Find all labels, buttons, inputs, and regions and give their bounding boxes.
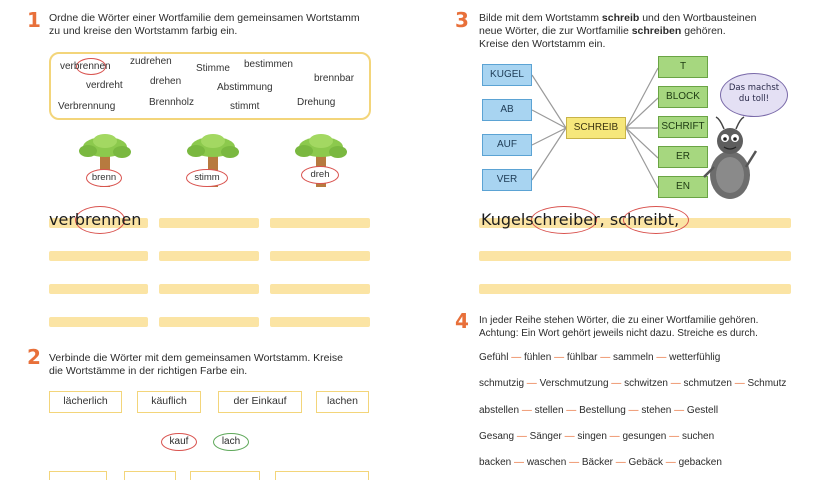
row-word[interactable]: stehen: [641, 405, 672, 416]
block-t: T: [658, 56, 708, 78]
stem-oval-lach[interactable]: lach: [213, 433, 249, 451]
task3-example-answer: Kugelschreiber, schreibt,: [481, 210, 680, 229]
task1-number: 1: [27, 8, 41, 32]
task4-instruction-line1: In jeder Reihe stehen Wörter, die zu einer Wortfamilie gehören.: [479, 315, 759, 326]
task4-number: 4: [455, 309, 469, 333]
word-row: backen — waschen — Bäcker — Gebäck — gebacken: [479, 457, 722, 468]
row-word[interactable]: Sänger: [529, 431, 562, 442]
row-word[interactable]: fühlbar: [566, 352, 598, 363]
word-card-kaeuflich[interactable]: käuflich: [137, 391, 201, 413]
stem-oval-kauf[interactable]: kauf: [161, 433, 197, 451]
word-card-partial[interactable]: [190, 471, 260, 480]
writing-line[interactable]: [159, 251, 259, 261]
word-brennholz: Brennholz: [149, 97, 195, 108]
word-card-lachen[interactable]: lachen: [316, 391, 369, 413]
word-drehen: drehen: [150, 76, 182, 87]
word-stimme: Stimme: [196, 63, 230, 74]
word-verbrennung: Verbrennung: [58, 101, 116, 112]
row-word[interactable]: Gestell: [686, 405, 719, 416]
task3-instruction-line3: Kreise den Wortstamm ein.: [479, 38, 606, 50]
block-schrift: SCHRIFT: [658, 116, 708, 138]
row-word[interactable]: schwitzen: [624, 378, 668, 389]
row-word[interactable]: stellen: [534, 405, 564, 416]
word-card-partial[interactable]: [275, 471, 369, 480]
task1-example-answer: verbrennen: [49, 210, 142, 229]
task2-instruction-line1: Verbinde die Wörter mit dem gemeinsamen Wortstamm. Kreise: [49, 352, 343, 364]
tree-label-dreh: dreh: [301, 166, 339, 184]
writing-line[interactable]: [159, 284, 259, 294]
writing-line[interactable]: [159, 218, 259, 228]
writing-line[interactable]: [159, 317, 259, 327]
speech-bubble-text: Das machst du toll!: [728, 83, 780, 104]
row-word[interactable]: Verschmutzung: [539, 378, 609, 389]
row-word[interactable]: Schmutz: [747, 378, 787, 389]
task3-instruction-line2: neue Wörter, die zur Wortfamilie schreiben gehören.: [479, 25, 726, 37]
ant-mascot-icon: [700, 115, 760, 205]
block-auf: AUF: [482, 134, 532, 156]
task3-number: 3: [455, 8, 469, 32]
word-drehung: Drehung: [297, 97, 336, 108]
row-word[interactable]: fühlen: [524, 352, 552, 363]
tree-label-brenn: brenn: [86, 169, 122, 187]
word-card-partial[interactable]: [49, 471, 107, 480]
word-stimmt: stimmt: [230, 101, 260, 112]
word-row: schmutzig — Verschmutzung — schwitzen — schmutzen — Schmutz: [479, 378, 787, 389]
task4-instruction: [479, 314, 758, 340]
task1-instruction-line2: zu und kreise den Wortstamm farbig ein.: [49, 25, 238, 37]
row-word[interactable]: Bestellung: [579, 405, 626, 416]
word-verbrennen: verbrennen: [60, 61, 111, 72]
row-word[interactable]: gesungen: [622, 431, 667, 442]
task2-instruction-line2: die Wortstämme in der richtigen Farbe ein.: [49, 365, 248, 377]
row-word[interactable]: Gebäck: [628, 457, 663, 468]
task1-instruction-line1: Ordne die Wörter einer Wortfamilie dem gemeinsamen Wortstamm: [49, 12, 360, 24]
writing-line[interactable]: [479, 251, 791, 261]
word-card-partial[interactable]: [124, 471, 176, 480]
writing-line[interactable]: [49, 251, 148, 261]
block-schreib: SCHREIB: [566, 117, 626, 139]
writing-line[interactable]: [270, 317, 370, 327]
writing-line[interactable]: [49, 317, 148, 327]
writing-line[interactable]: [270, 284, 370, 294]
word-card-laecherlich[interactable]: lächerlich: [49, 391, 122, 413]
block-block: BLOCK: [658, 86, 708, 108]
row-word[interactable]: schmutzen: [683, 378, 732, 389]
row-word[interactable]: backen: [479, 457, 512, 468]
block-ab: AB: [482, 99, 532, 121]
word-row: Gesang — Sänger — singen — gesungen — suchen: [479, 431, 715, 442]
row-word[interactable]: suchen: [681, 431, 715, 442]
tree-label-stimm: stimm: [186, 169, 228, 187]
row-word[interactable]: wetterfühlig: [669, 352, 721, 363]
row-word[interactable]: Bäcker: [581, 457, 613, 468]
word-brennbar: brennbar: [314, 73, 355, 84]
row-word[interactable]: gebacken: [678, 457, 722, 468]
row-word[interactable]: Gesang: [479, 431, 515, 442]
task4-instruction-line2: Achtung: Ein Wort gehört jeweils nicht dazu. Streiche es durch.: [479, 328, 758, 339]
task2-instruction: [49, 352, 343, 378]
row-word[interactable]: schmutzig: [479, 378, 525, 389]
task3-instruction-line1: Bilde mit dem Wortstamm schreib und den Wortbausteinen: [479, 12, 757, 24]
task3-instruction: [479, 12, 756, 51]
word-row: abstellen — stellen — Bestellung — stehen — Gestell: [479, 405, 719, 416]
writing-line[interactable]: [479, 284, 791, 294]
word-abstimmung: Abstimmung: [217, 82, 273, 93]
word-zudrehen: zudrehen: [130, 56, 172, 67]
row-word[interactable]: singen: [577, 431, 607, 442]
word-card-einkauf[interactable]: der Einkauf: [218, 391, 302, 413]
row-word[interactable]: Gefühl: [479, 352, 509, 363]
block-er: ER: [658, 146, 708, 168]
writing-line[interactable]: [49, 284, 148, 294]
row-word[interactable]: sammeln: [612, 352, 654, 363]
row-word[interactable]: abstellen: [479, 405, 520, 416]
block-en: EN: [658, 176, 708, 198]
writing-line[interactable]: [270, 251, 370, 261]
word-bestimmen: bestimmen: [244, 59, 293, 70]
word-row: Gefühl — fühlen — fühlbar — sammeln — wetterfühlig: [479, 352, 721, 363]
row-word[interactable]: waschen: [526, 457, 567, 468]
word-verdreht: verdreht: [86, 80, 123, 91]
writing-line[interactable]: [270, 218, 370, 228]
task2-number: 2: [27, 345, 41, 369]
block-ver: VER: [482, 169, 532, 191]
block-kugel: KUGEL: [482, 64, 532, 86]
task1-instruction: [49, 12, 360, 38]
